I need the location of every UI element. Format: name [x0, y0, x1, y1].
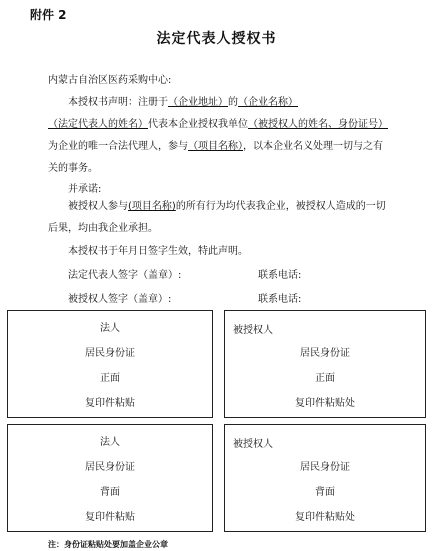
validity-statement: 本授权书于年月日签字生效，特此声明。	[68, 246, 248, 257]
attachment-label: 附件 2	[30, 8, 67, 22]
footnote: 注：身份证粘贴处要加盖企业公章	[48, 540, 168, 549]
legal-rep-id-front-box	[7, 310, 213, 418]
authorized-signature-label: 被授权人签字（盖章）:	[68, 294, 172, 305]
box-line3: 复印件粘贴处	[295, 512, 355, 523]
promise-project-field: (项目名称)	[128, 201, 176, 212]
box-line1: 居民身份证	[300, 462, 350, 473]
authorized-person-field: （被授权人的姓名、身份证号）	[248, 119, 388, 130]
box-line3: 复印件粘贴	[85, 398, 135, 409]
declaration-paragraph	[48, 92, 388, 180]
authorized-id-front-box	[224, 310, 426, 418]
box-line1: 居民身份证	[85, 462, 135, 473]
box-line1: 居民身份证	[300, 348, 350, 359]
promise-intro: 被授权人参与	[68, 201, 128, 212]
declaration-de: 的	[228, 97, 238, 108]
declaration-mid: 代表本企业授权我单位	[148, 119, 248, 130]
declaration-tail1: 为企业的唯一合法代理人，参与	[48, 141, 188, 152]
legal-rep-id-back-box	[7, 424, 213, 532]
project-name-field: （项目名称）	[188, 141, 243, 152]
box-line3: 复印件粘贴处	[295, 398, 355, 409]
box-line2: 正面	[100, 373, 120, 384]
company-name-field: （企业名称）	[238, 97, 298, 108]
box-line2: 背面	[315, 487, 335, 498]
declaration-tail2: ，以本企业名义处理一切与之有关的事务。	[48, 141, 383, 174]
promise-tail: 的所有行为均代表我企业，被授权人造成的一切后果，均由我企业承担。	[48, 201, 386, 234]
legal-rep-signature-label: 法定代表人签字（盖章）:	[68, 270, 182, 281]
promise-heading: 并承诺:	[68, 184, 102, 195]
document-title: 法定代表人授权书	[156, 31, 277, 47]
box-label: 法人	[100, 323, 120, 334]
authorized-id-back-box	[224, 424, 426, 532]
declaration-intro: 本授权书声明：注册于	[68, 97, 168, 108]
box-line2: 背面	[100, 487, 120, 498]
phone-label-1: 联系电话:	[258, 270, 302, 281]
box-label: 被授权人	[233, 439, 273, 450]
box-label: 法人	[100, 437, 120, 448]
legal-rep-name-field: （法定代表人的姓名）	[48, 119, 148, 130]
recipient-line: 内蒙古自治区医药采购中心:	[48, 75, 172, 86]
company-address-field: （企业地址）	[168, 97, 228, 108]
box-line1: 居民身份证	[85, 348, 135, 359]
box-label: 被授权人	[233, 325, 273, 336]
promise-paragraph	[48, 196, 388, 240]
phone-label-2: 联系电话:	[258, 294, 302, 305]
box-line3: 复印件粘贴	[85, 512, 135, 523]
box-line2: 正面	[315, 373, 335, 384]
